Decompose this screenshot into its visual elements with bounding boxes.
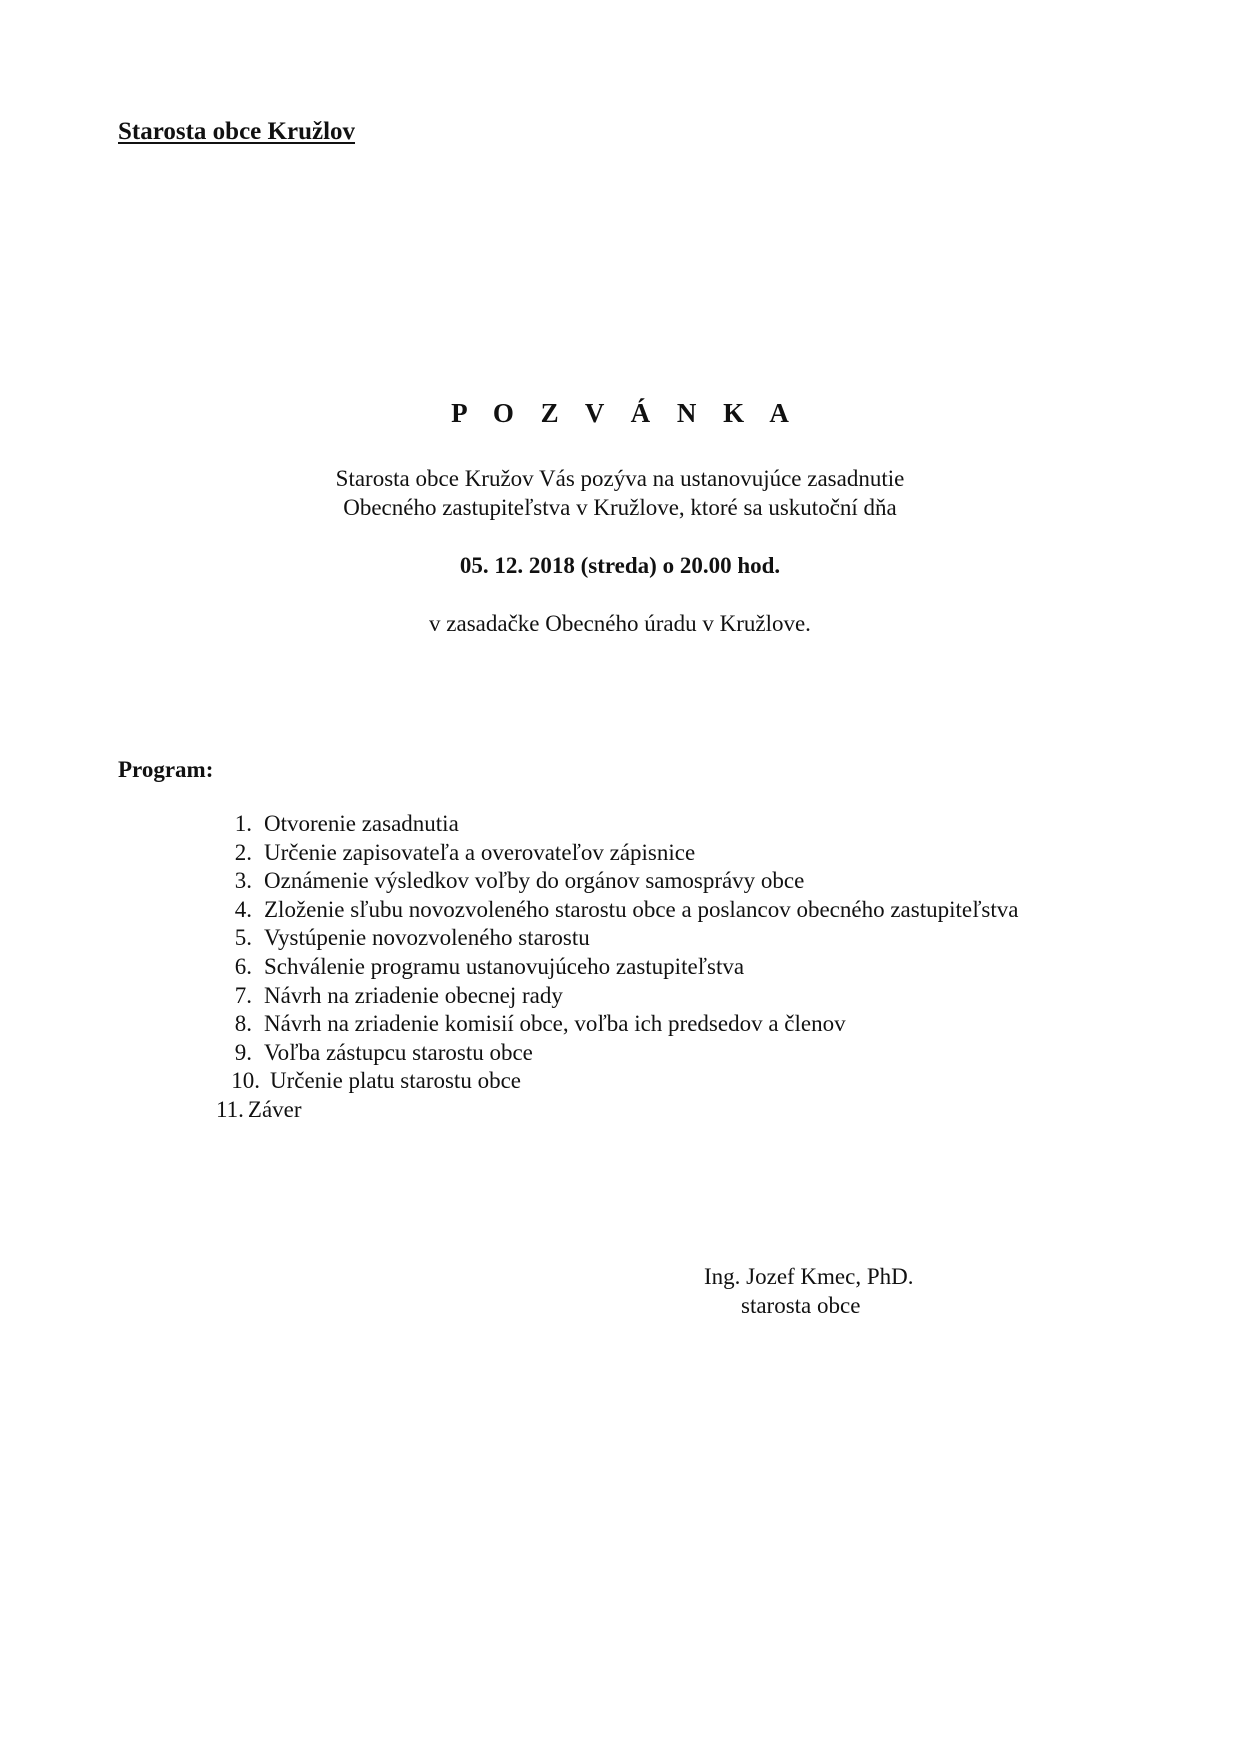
agenda-item bbox=[224, 1010, 1018, 1039]
agenda-item-text: Určenie platu starostu obce bbox=[270, 1068, 521, 1094]
header-title: Starosta obce Kružlov bbox=[118, 118, 356, 145]
program-heading: Program: bbox=[118, 757, 214, 782]
meeting-datetime: 05. 12. 2018 (streda) o 20.00 hod. bbox=[459, 553, 781, 578]
agenda-item-number: 2. bbox=[234, 839, 252, 865]
agenda-item bbox=[224, 953, 1018, 982]
agenda-item bbox=[224, 924, 1018, 953]
agenda-item bbox=[224, 810, 1018, 839]
agenda-item-text: Schválenie programu ustanovujúceho zastupiteľstva bbox=[264, 953, 745, 979]
agenda-item-number: 1. bbox=[234, 811, 252, 836]
agenda-item bbox=[224, 982, 1018, 1011]
agenda-item-text: Oznámenie výsledkov voľby do orgánov samosprávy obce bbox=[264, 868, 805, 894]
invitation-line-2: Obecného zastupiteľstva v Kružlove, ktoré sa uskutoční dňa bbox=[343, 495, 897, 520]
agenda-item-number: 7. bbox=[234, 982, 252, 1008]
agenda-item-text: Otvorenie zasadnutia bbox=[264, 811, 459, 836]
agenda-item-text: Návrh na zriadenie obecnej rady bbox=[264, 982, 563, 1008]
agenda-item-text: Návrh na zriadenie komisií obce, voľba ich predsedov a členov bbox=[264, 1011, 846, 1037]
signature-role: starosta obce bbox=[741, 1293, 861, 1318]
agenda-item bbox=[224, 867, 1018, 896]
agenda-item-text: Záver bbox=[247, 1096, 302, 1122]
invitation-line-1: Starosta obce Kružov Vás pozýva na ustanovujúce zasadnutie bbox=[335, 466, 905, 491]
agenda-item-number: 11. bbox=[216, 1096, 244, 1122]
agenda-item-number: 4. bbox=[234, 896, 252, 922]
agenda-item-number: 5. bbox=[234, 925, 252, 951]
agenda-item bbox=[224, 1039, 1018, 1068]
agenda-item-text: Určenie zapisovateľa a overovateľov zápisnice bbox=[264, 839, 696, 865]
agenda-item bbox=[216, 1096, 1018, 1125]
invitation-title: P O Z V Á N K A bbox=[451, 398, 799, 428]
agenda-item-number: 9. bbox=[234, 1039, 252, 1065]
agenda-item bbox=[224, 839, 1018, 868]
agenda-item-number: 10. bbox=[231, 1068, 260, 1094]
signature-name: Ing. Jozef Kmec, PhD. bbox=[704, 1264, 914, 1289]
agenda-list bbox=[216, 810, 1019, 1125]
agenda-item-text: Vystúpenie novozvoleného starostu bbox=[264, 925, 590, 951]
agenda-item bbox=[224, 896, 1018, 925]
agenda-item-number: 3. bbox=[234, 868, 252, 894]
agenda-item-text: Zloženie sľubu novozvoleného starostu obce a poslancov obecného zastupiteľstva bbox=[264, 896, 1019, 922]
meeting-location: v zasadačke Obecného úradu v Kružlove. bbox=[429, 611, 811, 636]
agenda-item bbox=[224, 1067, 1018, 1096]
agenda-item-number: 6. bbox=[234, 953, 252, 979]
agenda-item-text: Voľba zástupcu starostu obce bbox=[264, 1039, 533, 1065]
agenda-item-number: 8. bbox=[234, 1011, 252, 1037]
